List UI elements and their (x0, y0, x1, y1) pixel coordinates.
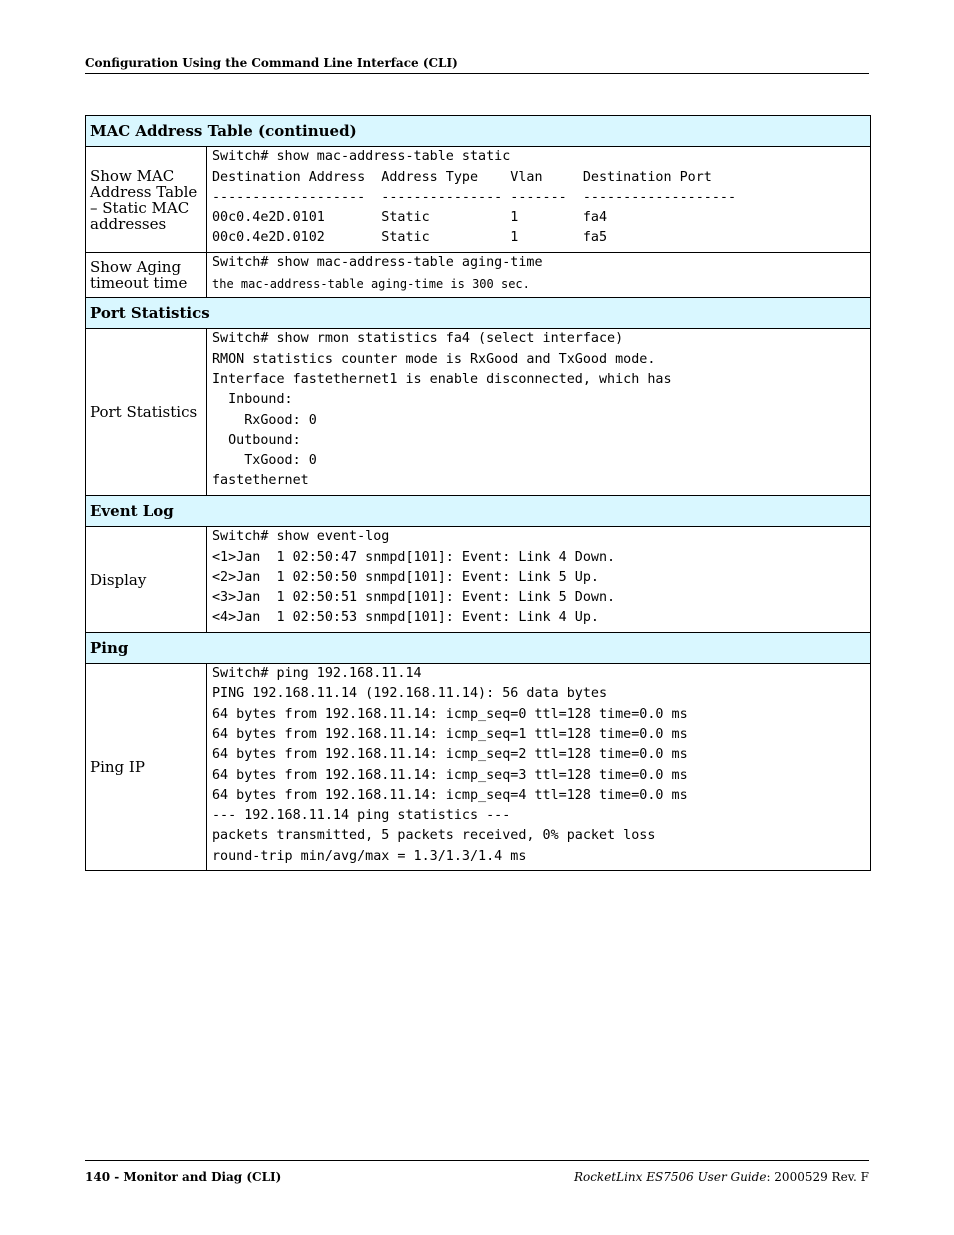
code-line: Inbound: (212, 392, 293, 408)
table-row (86, 664, 871, 871)
row-label: Show Aging timeout time (86, 253, 207, 298)
code-line: packets transmitted, 5 packets received, 0% packet loss (212, 828, 656, 844)
code-line: TxGood: 0 (212, 453, 317, 469)
footer-rule (85, 1160, 869, 1161)
table-row (86, 329, 871, 496)
cli-output (207, 329, 871, 496)
section-header-port-statistics (86, 298, 871, 329)
footer-doc-number: : 2000529 Rev. F (766, 1170, 869, 1184)
code-line: 64 bytes from 192.168.11.14: icmp_seq=4 ttl=128 time=0.0 ms (212, 787, 688, 803)
code-line: ------------------- --------------- ------- ------------------- (212, 189, 737, 205)
code-line: Switch# show event-log (212, 529, 390, 545)
code-line: 64 bytes from 192.168.11.14: icmp_seq=1 ttl=128 time=0.0 ms (212, 726, 688, 742)
code-line: Switch# ping 192.168.11.14 (212, 666, 422, 682)
cli-output (207, 664, 871, 871)
section-header-mac-address-table (86, 116, 871, 147)
section-title: Ping (86, 633, 871, 664)
section-title: Port Statistics (86, 298, 871, 329)
cli-output (207, 527, 871, 633)
row-label: Show MAC Address Table – Static MAC addresses (86, 147, 207, 253)
section-header-event-log (86, 496, 871, 527)
footer-page-label: 140 - Monitor and Diag (CLI) (85, 1170, 282, 1184)
footer-doc-info (574, 1170, 869, 1184)
code-line: Outbound: (212, 432, 301, 448)
code-line: round-trip min/avg/max = 1.3/1.3/1.4 ms (212, 848, 527, 864)
code-line: RMON statistics counter mode is RxGood and TxGood mode. (212, 351, 656, 367)
cli-reference-table (85, 115, 871, 871)
code-line: RxGood: 0 (212, 412, 317, 428)
code-line: Destination Address Address Type Vlan Destination Port (212, 169, 712, 185)
code-line: Switch# show mac-address-table static (212, 149, 511, 165)
section-header-ping (86, 633, 871, 664)
code-line: <1>Jan 1 02:50:47 snmpd[101]: Event: Link 4 Down. (212, 549, 616, 565)
table-row (86, 253, 871, 298)
row-label: Display (86, 527, 207, 633)
code-line: <3>Jan 1 02:50:51 snmpd[101]: Event: Link 5 Down. (212, 590, 616, 606)
code-line: 00c0.4e2D.0102 Static 1 fa5 (212, 230, 608, 246)
table-row (86, 147, 871, 253)
code-line: Interface fastethernet1 is enable disconnected, which has (212, 371, 672, 387)
code-line: 64 bytes from 192.168.11.14: icmp_seq=2 ttl=128 time=0.0 ms (212, 747, 688, 763)
row-label: Ping IP (86, 664, 207, 871)
cli-output (207, 253, 871, 298)
header-rule (85, 73, 869, 74)
code-line: PING 192.168.11.14 (192.168.11.14): 56 data bytes (212, 686, 608, 702)
table-row (86, 527, 871, 633)
code-line: 64 bytes from 192.168.11.14: icmp_seq=0 ttl=128 time=0.0 ms (212, 706, 688, 722)
code-line: Switch# show mac-address-table aging-time (212, 255, 543, 271)
section-title: MAC Address Table (continued) (86, 116, 871, 147)
code-line: fastethernet (212, 473, 309, 489)
cli-output (207, 147, 871, 253)
row-label: Port Statistics (86, 329, 207, 496)
code-line: <4>Jan 1 02:50:53 snmpd[101]: Event: Link 4 Up. (212, 610, 599, 626)
page-header-title: Configuration Using the Command Line Interface (CLI) (85, 56, 458, 70)
code-line: 64 bytes from 192.168.11.14: icmp_seq=3 ttl=128 time=0.0 ms (212, 767, 688, 783)
code-line: 00c0.4e2D.0101 Static 1 fa4 (212, 210, 608, 226)
code-line: the mac-address-table aging-time is 300 sec. (212, 276, 530, 291)
code-line: Switch# show rmon statistics fa4 (select interface) (212, 331, 624, 347)
code-line: <2>Jan 1 02:50:50 snmpd[101]: Event: Link 5 Up. (212, 569, 599, 585)
footer-product: RocketLinx ES7506 User Guide (573, 1170, 767, 1184)
section-title: Event Log (86, 496, 871, 527)
code-line: --- 192.168.11.14 ping statistics --- (212, 808, 511, 824)
